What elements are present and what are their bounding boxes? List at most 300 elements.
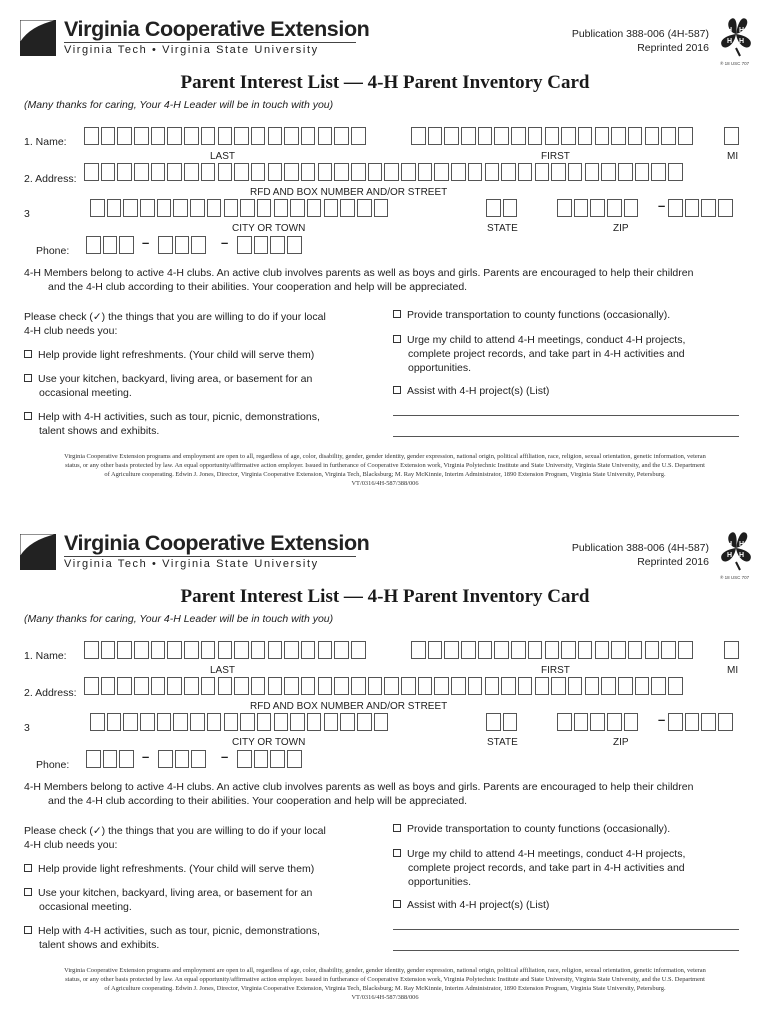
- phone-area-boxes[interactable]: [86, 236, 136, 254]
- char-box[interactable]: [678, 641, 693, 659]
- option-urge-child[interactable]: [393, 847, 685, 889]
- char-box[interactable]: [117, 163, 132, 181]
- option-label: Provide transportation to county functions (occasionally).: [407, 823, 671, 835]
- char-box[interactable]: [357, 199, 372, 217]
- char-box[interactable]: [485, 163, 500, 181]
- street-boxes[interactable]: [84, 677, 685, 695]
- char-box[interactable]: [624, 199, 639, 217]
- char-box[interactable]: [340, 713, 355, 731]
- char-box[interactable]: [117, 677, 132, 695]
- char-box[interactable]: [351, 641, 366, 659]
- vce-logo-icon: [20, 534, 56, 570]
- mi-caption: MI: [727, 665, 739, 676]
- char-box[interactable]: [284, 677, 299, 695]
- char-box[interactable]: [158, 236, 173, 254]
- char-box[interactable]: [578, 127, 593, 145]
- char-box[interactable]: [357, 713, 372, 731]
- char-box[interactable]: [535, 163, 550, 181]
- char-box[interactable]: [374, 199, 389, 217]
- publication-info: [572, 27, 709, 55]
- char-box[interactable]: [84, 163, 99, 181]
- char-box[interactable]: [184, 677, 199, 695]
- char-box[interactable]: [268, 641, 283, 659]
- char-box[interactable]: [167, 127, 182, 145]
- char-box[interactable]: [284, 641, 299, 659]
- char-box[interactable]: [511, 127, 526, 145]
- char-box[interactable]: [368, 163, 383, 181]
- svg-text:H: H: [739, 27, 745, 34]
- char-box[interactable]: [501, 163, 516, 181]
- char-box[interactable]: [668, 677, 683, 695]
- char-box[interactable]: [103, 750, 118, 768]
- char-box[interactable]: [595, 641, 610, 659]
- char-box[interactable]: [318, 677, 333, 695]
- char-box[interactable]: [301, 163, 316, 181]
- char-box[interactable]: [478, 641, 493, 659]
- char-box[interactable]: [324, 199, 339, 217]
- char-box[interactable]: [678, 127, 693, 145]
- char-box[interactable]: [511, 641, 526, 659]
- checkbox[interactable]: [24, 350, 32, 358]
- intro-line-1: 4-H Members belong to active 4-H clubs. An active club involves parents as well as boys and girls. Parents are encouraged to help their children: [24, 781, 694, 793]
- char-box[interactable]: [601, 163, 616, 181]
- char-box[interactable]: [401, 677, 416, 695]
- option-host-meeting[interactable]: [24, 372, 312, 400]
- char-box[interactable]: [494, 641, 509, 659]
- state-boxes[interactable]: [486, 713, 519, 731]
- projects-write-line[interactable]: [393, 415, 739, 416]
- char-box[interactable]: [268, 677, 283, 695]
- char-box[interactable]: [718, 713, 733, 731]
- char-box[interactable]: [701, 199, 716, 217]
- char-box[interactable]: [134, 127, 149, 145]
- char-box[interactable]: [270, 236, 285, 254]
- char-box[interactable]: [444, 641, 459, 659]
- char-box[interactable]: [257, 713, 272, 731]
- projects-write-line[interactable]: [393, 929, 739, 930]
- char-box[interactable]: [528, 127, 543, 145]
- char-box[interactable]: [201, 163, 216, 181]
- char-box[interactable]: [240, 713, 255, 731]
- char-box[interactable]: [590, 199, 605, 217]
- zip-boxes[interactable]: [557, 713, 640, 731]
- char-box[interactable]: [274, 713, 289, 731]
- char-box[interactable]: [578, 641, 593, 659]
- char-box[interactable]: [468, 163, 483, 181]
- char-box[interactable]: [685, 713, 700, 731]
- checkbox[interactable]: [24, 412, 32, 420]
- char-box[interactable]: [207, 713, 222, 731]
- char-box[interactable]: [251, 127, 266, 145]
- char-box[interactable]: [503, 199, 518, 217]
- char-box[interactable]: [101, 677, 116, 695]
- option-label: Use your kitchen, backyard, living area, or basement for an: [38, 373, 313, 385]
- char-box[interactable]: [103, 236, 118, 254]
- char-box[interactable]: [318, 641, 333, 659]
- checkbox[interactable]: [393, 386, 401, 394]
- char-box[interactable]: [190, 713, 205, 731]
- char-box[interactable]: [611, 127, 626, 145]
- char-box[interactable]: [434, 677, 449, 695]
- checkbox[interactable]: [24, 888, 32, 896]
- char-box[interactable]: [334, 127, 349, 145]
- char-box[interactable]: [535, 677, 550, 695]
- char-box[interactable]: [173, 199, 188, 217]
- char-box[interactable]: [175, 750, 190, 768]
- street-boxes[interactable]: [84, 163, 685, 181]
- char-box[interactable]: [307, 713, 322, 731]
- char-box[interactable]: [628, 127, 643, 145]
- char-box[interactable]: [501, 677, 516, 695]
- reprint-year: Reprinted 2016: [637, 556, 709, 568]
- char-box[interactable]: [307, 199, 322, 217]
- char-box[interactable]: [557, 713, 572, 731]
- char-box[interactable]: [84, 641, 99, 659]
- last-caption: LAST: [210, 151, 236, 162]
- char-box[interactable]: [628, 641, 643, 659]
- char-box[interactable]: [234, 677, 249, 695]
- phone-prefix-boxes[interactable]: [158, 750, 208, 768]
- char-box[interactable]: [428, 641, 443, 659]
- legal-footer: [20, 452, 750, 488]
- phone-area-boxes[interactable]: [86, 750, 136, 768]
- char-box[interactable]: [301, 677, 316, 695]
- char-box[interactable]: [234, 127, 249, 145]
- char-box[interactable]: [545, 127, 560, 145]
- char-box[interactable]: [257, 199, 272, 217]
- char-box[interactable]: [190, 199, 205, 217]
- footer-code: VT/0316/4H-587/388/006: [351, 480, 419, 487]
- char-box[interactable]: [486, 713, 501, 731]
- char-box[interactable]: [434, 163, 449, 181]
- char-box[interactable]: [251, 163, 266, 181]
- char-box[interactable]: [685, 199, 700, 217]
- char-box[interactable]: [290, 199, 305, 217]
- char-box[interactable]: [107, 199, 122, 217]
- checkbox[interactable]: [393, 900, 401, 908]
- char-box[interactable]: [184, 127, 199, 145]
- middle-initial-box[interactable]: [724, 127, 741, 145]
- char-box[interactable]: [119, 750, 134, 768]
- char-box[interactable]: [651, 677, 666, 695]
- char-box[interactable]: [134, 641, 149, 659]
- checkbox[interactable]: [393, 335, 401, 343]
- char-box[interactable]: [151, 677, 166, 695]
- char-box[interactable]: [224, 713, 239, 731]
- char-box[interactable]: [568, 677, 583, 695]
- option-transportation[interactable]: [393, 822, 670, 836]
- char-box[interactable]: [351, 163, 366, 181]
- char-box[interactable]: [618, 677, 633, 695]
- form-subtitle: (Many thanks for caring, Your 4-H Leader will be in touch with you): [24, 99, 334, 111]
- first-name-boxes[interactable]: [411, 641, 695, 659]
- char-box[interactable]: [574, 199, 589, 217]
- option-label: Provide transportation to county functions (occasionally).: [407, 309, 671, 321]
- char-box[interactable]: [101, 641, 116, 659]
- logo-divider: [64, 556, 356, 557]
- char-box[interactable]: [718, 199, 733, 217]
- char-box[interactable]: [624, 713, 639, 731]
- char-box[interactable]: [551, 677, 566, 695]
- char-box[interactable]: [268, 127, 283, 145]
- char-box[interactable]: [374, 713, 389, 731]
- char-box[interactable]: [468, 677, 483, 695]
- char-box[interactable]: [157, 199, 172, 217]
- option-transportation[interactable]: [393, 308, 670, 322]
- char-box[interactable]: [175, 236, 190, 254]
- char-box[interactable]: [287, 236, 302, 254]
- char-box[interactable]: [157, 713, 172, 731]
- char-box[interactable]: [234, 641, 249, 659]
- char-box[interactable]: [191, 236, 206, 254]
- char-box[interactable]: [724, 641, 739, 659]
- char-box[interactable]: [607, 199, 622, 217]
- option-label-cont: opportunities.: [408, 876, 472, 888]
- zip-boxes[interactable]: [557, 199, 640, 217]
- phone-prefix-boxes[interactable]: [158, 236, 208, 254]
- char-box[interactable]: [724, 127, 739, 145]
- char-box[interactable]: [661, 641, 676, 659]
- char-box[interactable]: [340, 199, 355, 217]
- char-box[interactable]: [444, 127, 459, 145]
- char-box[interactable]: [151, 127, 166, 145]
- char-box[interactable]: [668, 199, 683, 217]
- char-box[interactable]: [545, 641, 560, 659]
- char-box[interactable]: [254, 236, 269, 254]
- form-title: Parent Interest List — 4-H Parent Inventory Card: [180, 586, 590, 607]
- char-box[interactable]: [334, 677, 349, 695]
- name-label: 1. Name:: [24, 650, 67, 662]
- zip-caption: ZIP: [613, 223, 629, 234]
- char-box[interactable]: [494, 127, 509, 145]
- phone-line-boxes[interactable]: [237, 236, 304, 254]
- svg-text:H: H: [727, 27, 733, 34]
- char-box[interactable]: [590, 713, 605, 731]
- char-box[interactable]: [234, 163, 249, 181]
- char-box[interactable]: [101, 127, 116, 145]
- char-box[interactable]: [568, 163, 583, 181]
- char-box[interactable]: [123, 713, 138, 731]
- char-box[interactable]: [251, 641, 266, 659]
- char-box[interactable]: [478, 127, 493, 145]
- char-box[interactable]: [158, 750, 173, 768]
- char-box[interactable]: [86, 236, 101, 254]
- char-box[interactable]: [418, 163, 433, 181]
- char-box[interactable]: [411, 641, 426, 659]
- char-box[interactable]: [318, 127, 333, 145]
- checkbox[interactable]: [393, 310, 401, 318]
- char-box[interactable]: [518, 677, 533, 695]
- char-box[interactable]: [218, 677, 233, 695]
- first-name-boxes[interactable]: [411, 127, 695, 145]
- char-box[interactable]: [351, 677, 366, 695]
- char-box[interactable]: [218, 163, 233, 181]
- char-box[interactable]: [561, 641, 576, 659]
- form-subtitle: (Many thanks for caring, Your 4-H Leader will be in touch with you): [24, 613, 334, 625]
- option-refreshments[interactable]: [24, 348, 314, 362]
- char-box[interactable]: [518, 163, 533, 181]
- char-box[interactable]: [123, 199, 138, 217]
- char-box[interactable]: [461, 641, 476, 659]
- checkbox[interactable]: [24, 864, 32, 872]
- char-box[interactable]: [107, 713, 122, 731]
- char-box[interactable]: [418, 677, 433, 695]
- char-box[interactable]: [184, 641, 199, 659]
- option-assist-projects[interactable]: [393, 898, 549, 912]
- middle-initial-box[interactable]: [724, 641, 741, 659]
- char-box[interactable]: [301, 641, 316, 659]
- char-box[interactable]: [486, 199, 501, 217]
- char-box[interactable]: [134, 163, 149, 181]
- zip4-boxes[interactable]: [668, 199, 735, 217]
- projects-write-line[interactable]: [393, 950, 739, 951]
- last-name-boxes[interactable]: [84, 641, 368, 659]
- char-box[interactable]: [201, 677, 216, 695]
- city-boxes[interactable]: [90, 713, 390, 731]
- char-box[interactable]: [90, 713, 105, 731]
- char-box[interactable]: [411, 127, 426, 145]
- char-box[interactable]: [557, 199, 572, 217]
- char-box[interactable]: [237, 750, 252, 768]
- char-box[interactable]: [167, 163, 182, 181]
- option-urge-child[interactable]: [393, 333, 685, 375]
- char-box[interactable]: [84, 677, 99, 695]
- phone-dash-2: –: [221, 235, 229, 250]
- char-box[interactable]: [601, 677, 616, 695]
- char-box[interactable]: [595, 127, 610, 145]
- char-box[interactable]: [207, 199, 222, 217]
- char-box[interactable]: [324, 713, 339, 731]
- char-box[interactable]: [117, 641, 132, 659]
- footer-line-1: Virginia Cooperative Extension programs and employment are open to all, regardless of age, color, disability, gender, gender identity, gender expression, national origin, political affiliation, race, religion, sexual orientation, genetic information, veteran: [64, 453, 706, 460]
- state-caption: STATE: [487, 737, 518, 748]
- char-box[interactable]: [201, 127, 216, 145]
- city-boxes[interactable]: [90, 199, 390, 217]
- char-box[interactable]: [184, 163, 199, 181]
- phone-line-boxes[interactable]: [237, 750, 304, 768]
- char-box[interactable]: [240, 199, 255, 217]
- char-box[interactable]: [134, 677, 149, 695]
- char-box[interactable]: [119, 236, 134, 254]
- first-caption: FIRST: [541, 151, 570, 162]
- char-box[interactable]: [284, 163, 299, 181]
- org-name: Virginia Cooperative Extension: [64, 531, 370, 555]
- char-box[interactable]: [384, 677, 399, 695]
- char-box[interactable]: [645, 641, 660, 659]
- last-name-boxes[interactable]: [84, 127, 368, 145]
- char-box[interactable]: [191, 750, 206, 768]
- char-box[interactable]: [224, 199, 239, 217]
- char-box[interactable]: [218, 641, 233, 659]
- char-box[interactable]: [140, 199, 155, 217]
- char-box[interactable]: [368, 677, 383, 695]
- char-box[interactable]: [167, 641, 182, 659]
- char-box[interactable]: [661, 127, 676, 145]
- char-box[interactable]: [251, 677, 266, 695]
- char-box[interactable]: [334, 163, 349, 181]
- char-box[interactable]: [167, 677, 182, 695]
- char-box[interactable]: [101, 163, 116, 181]
- option-activities[interactable]: [24, 410, 320, 438]
- char-box[interactable]: [140, 713, 155, 731]
- char-box[interactable]: [635, 163, 650, 181]
- char-box[interactable]: [90, 199, 105, 217]
- char-box[interactable]: [585, 163, 600, 181]
- checkbox[interactable]: [24, 926, 32, 934]
- check-intro-line-2: 4-H club needs you:: [24, 839, 118, 851]
- option-activities[interactable]: [24, 924, 320, 952]
- char-box[interactable]: [201, 641, 216, 659]
- char-box[interactable]: [151, 163, 166, 181]
- char-box[interactable]: [574, 713, 589, 731]
- char-box[interactable]: [585, 677, 600, 695]
- char-box[interactable]: [401, 163, 416, 181]
- checkbox[interactable]: [393, 849, 401, 857]
- char-box[interactable]: [451, 677, 466, 695]
- char-box[interactable]: [618, 163, 633, 181]
- option-assist-projects[interactable]: [393, 384, 549, 398]
- option-host-meeting[interactable]: [24, 886, 312, 914]
- char-box[interactable]: [287, 750, 302, 768]
- option-refreshments[interactable]: [24, 862, 314, 876]
- char-box[interactable]: [701, 713, 716, 731]
- char-box[interactable]: [561, 127, 576, 145]
- char-box[interactable]: [384, 163, 399, 181]
- char-box[interactable]: [645, 127, 660, 145]
- char-box[interactable]: [461, 127, 476, 145]
- char-box[interactable]: [284, 127, 299, 145]
- char-box[interactable]: [668, 163, 683, 181]
- char-box[interactable]: [151, 641, 166, 659]
- char-box[interactable]: [528, 641, 543, 659]
- char-box[interactable]: [268, 163, 283, 181]
- checkbox[interactable]: [393, 824, 401, 832]
- char-box[interactable]: [503, 713, 518, 731]
- char-box[interactable]: [84, 127, 99, 145]
- char-box[interactable]: [173, 713, 188, 731]
- char-box[interactable]: [270, 750, 285, 768]
- char-box[interactable]: [117, 127, 132, 145]
- char-box[interactable]: [428, 127, 443, 145]
- char-box[interactable]: [351, 127, 366, 145]
- char-box[interactable]: [290, 713, 305, 731]
- projects-write-line[interactable]: [393, 436, 739, 437]
- char-box[interactable]: [86, 750, 101, 768]
- char-box[interactable]: [218, 127, 233, 145]
- char-box[interactable]: [635, 677, 650, 695]
- char-box[interactable]: [237, 236, 252, 254]
- char-box[interactable]: [274, 199, 289, 217]
- mi-caption: MI: [727, 151, 739, 162]
- option-label: Assist with 4-H project(s) (List): [407, 899, 550, 911]
- char-box[interactable]: [651, 163, 666, 181]
- char-box[interactable]: [611, 641, 626, 659]
- char-box[interactable]: [301, 127, 316, 145]
- char-box[interactable]: [318, 163, 333, 181]
- checkbox[interactable]: [24, 374, 32, 382]
- char-box[interactable]: [451, 163, 466, 181]
- option-label-cont: occasional meeting.: [39, 901, 132, 913]
- char-box[interactable]: [607, 713, 622, 731]
- char-box[interactable]: [334, 641, 349, 659]
- char-box[interactable]: [551, 163, 566, 181]
- char-box[interactable]: [485, 677, 500, 695]
- char-box[interactable]: [254, 750, 269, 768]
- char-box[interactable]: [668, 713, 683, 731]
- phone-dash-1: –: [142, 235, 150, 250]
- zip4-boxes[interactable]: [668, 713, 735, 731]
- state-boxes[interactable]: [486, 199, 519, 217]
